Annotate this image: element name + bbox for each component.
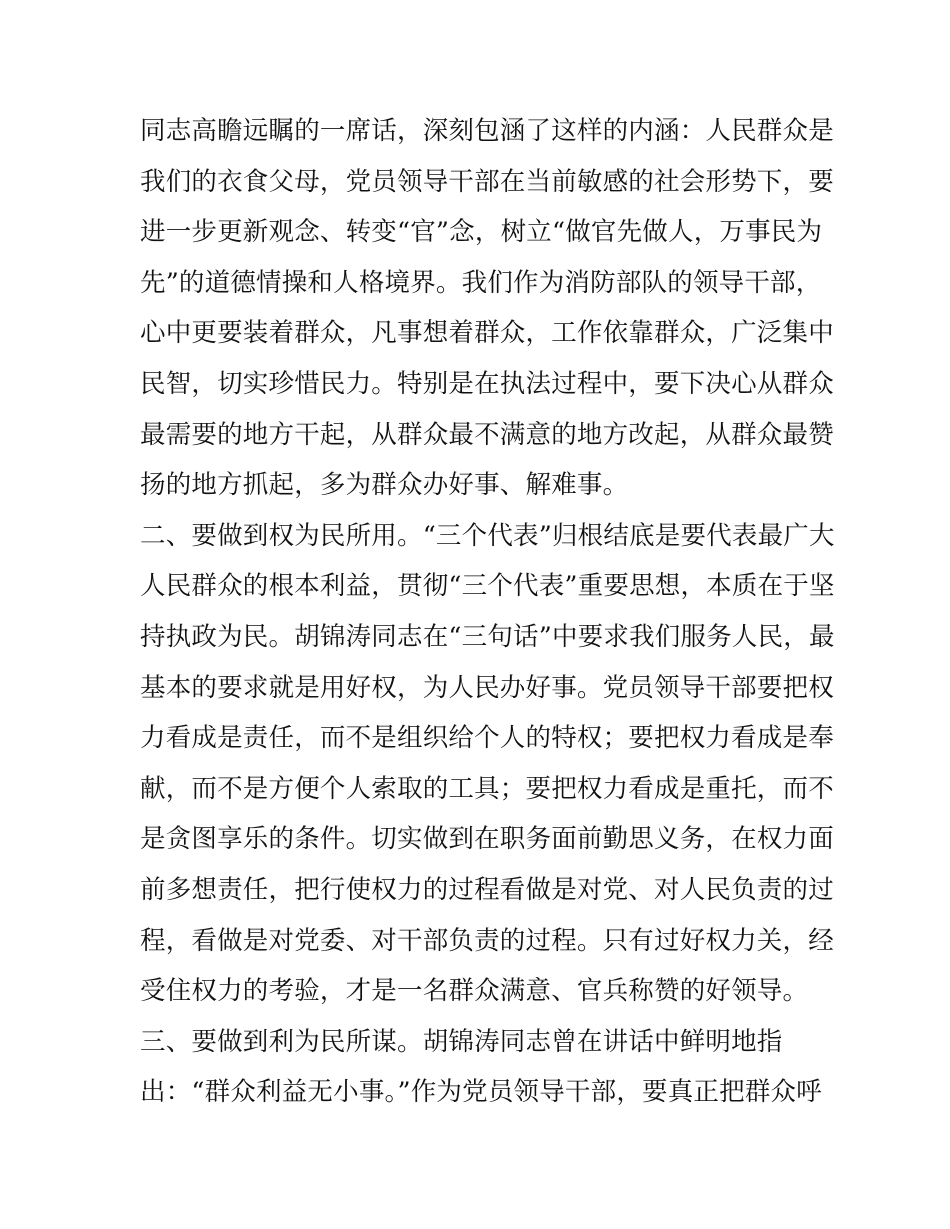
text-line: 最需要的地方干起，从群众最不满意的地方改起，从群众最赞 [140,419,834,450]
text-line: 受住权力的考验，才是一名群众满意、官兵称赞的好领导。 [140,976,809,1007]
body-text [140,106,840,1118]
text-line: 扬的地方抓起，多为群众办好事、解难事。 [140,470,629,501]
text-line: 前多想责任，把行使权力的过程看做是对党、对人民负责的过 [140,874,834,905]
text-line: 心中更要装着群众，凡事想着群众，工作依靠群众，广泛集中 [140,318,834,349]
text-line: 持执政为民。胡锦涛同志在“三句话”中要求我们服务人民，最 [140,621,835,652]
text-line: 同志高瞻远瞩的一席话，深刻包涵了这样的内涵：人民群众是 [140,116,834,146]
text-line: 出：“群众利益无小事。”作为党员领导干部，要真正把群众呼 [140,1077,822,1108]
section-heading-line: 三、要做到利为民所谋。胡锦涛同志曾在讲话中鲜明地指 [140,1026,783,1057]
text-line: 力看成是责任，而不是组织给个人的特权；要把权力看成是奉 [140,723,834,754]
text-line: 先”的道德情操和人格境界。我们作为消防部队的领导干部， [140,267,822,298]
text-line: 基本的要求就是用好权，为人民办好事。党员领导干部要把权 [140,672,834,703]
text-line: 是贪图享乐的条件。切实做到在职务面前勤思义务，在权力面 [140,824,834,855]
text-line: 人民群众的根本利益，贯彻“三个代表”重要思想，本质在于坚 [140,571,835,602]
text-line: 进一步更新观念、转变“官”念，树立“做官先做人，万事民为 [140,217,823,248]
text-line: 程，看做是对党委、对干部负责的过程。只有过好权力关，经 [140,925,834,956]
text-line: 我们的衣食父母，党员领导干部在当前敏感的社会形势下，要 [140,166,834,197]
section-heading-line: 二、要做到权为民所用。“三个代表”归根结底是要代表最广大 [140,520,835,551]
text-line: 民智，切实珍惜民力。特别是在执法过程中，要下决心从群众 [140,368,834,399]
text-line: 献，而不是方便个人索取的工具；要把权力看成是重托，而不 [140,773,834,804]
